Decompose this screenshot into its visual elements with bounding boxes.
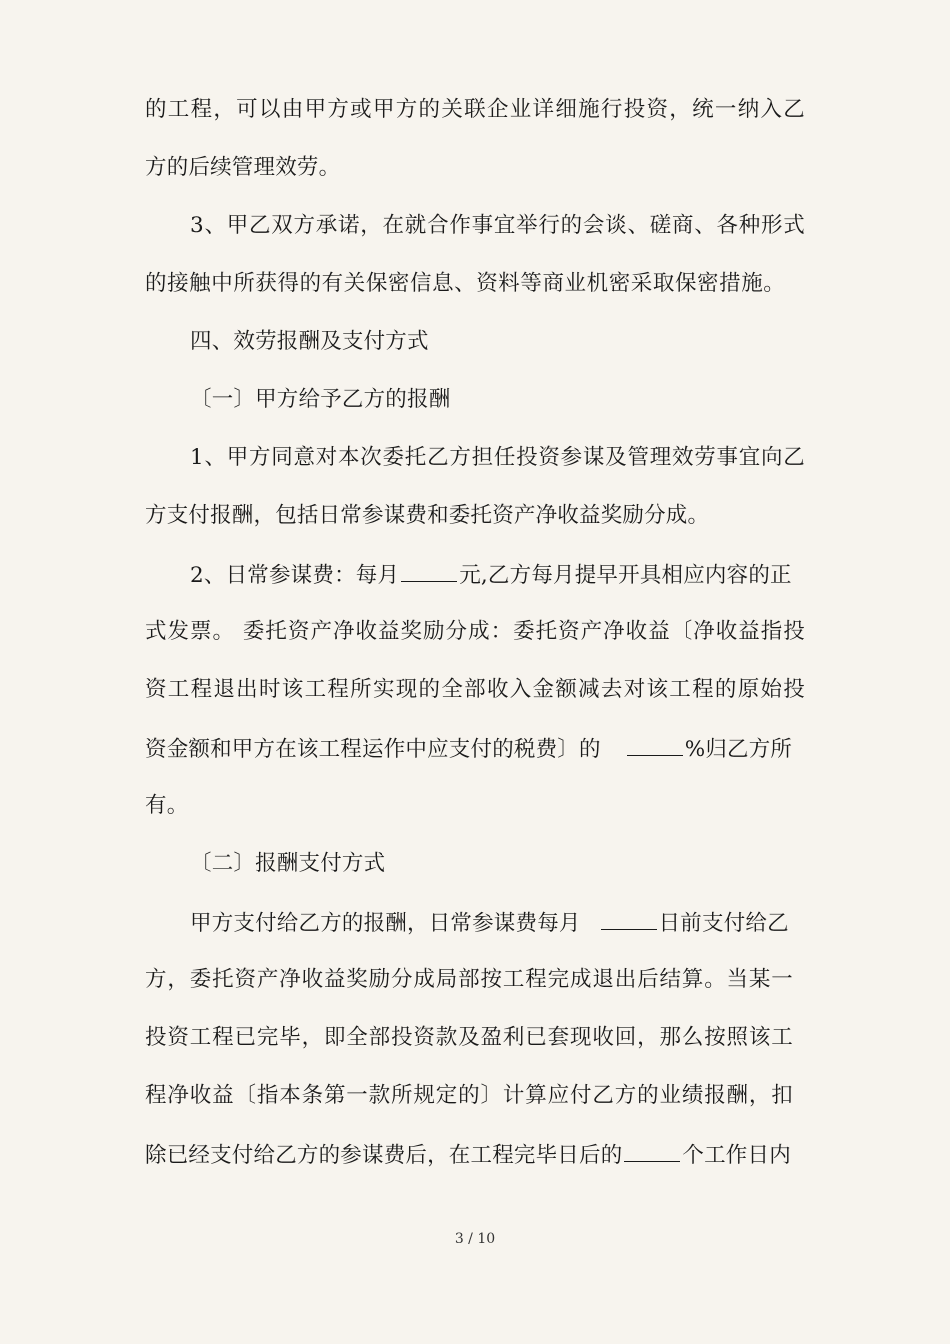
- subsection-heading: 〔一〕甲方给予乙方的报酬: [190, 387, 451, 412]
- subsection-heading: 〔二〕报酬支付方式: [190, 851, 386, 876]
- paragraph-line: [190, 911, 789, 935]
- paragraph-text: 甲方支付给乙方的报酬，日常参谋费每月: [190, 911, 581, 936]
- paragraph-line: 的接触中所获得的有关保密信息、资料等商业机密采取保密措施。: [145, 271, 785, 296]
- paragraph-text: 资金额和甲方在该工程运作中应支付的税费〕的: [145, 737, 601, 762]
- paragraph-line: 的工程，可以由甲方或甲方的关联企业详细施行投资，统一纳入乙: [145, 97, 805, 122]
- paragraph-text: %归乙方所: [684, 737, 793, 762]
- paragraph-text: 2、日常参谋费：每月: [190, 563, 400, 588]
- fill-in-blank: [401, 563, 457, 582]
- fill-in-blank: [624, 1143, 680, 1162]
- fill-in-blank: [627, 737, 683, 756]
- paragraph-line: [145, 737, 805, 761]
- paragraph-line: 有。: [145, 793, 189, 818]
- paragraph-line: [190, 563, 792, 587]
- paragraph-text: 日前支付给乙: [658, 911, 789, 936]
- paragraph-line: 式发票。 委托资产净收益奖励分成：委托资产净收益〔净收益指投: [145, 619, 805, 644]
- paragraph-line: 投资工程已完毕，即全部投资款及盈利已套现收回，那么按照该工: [145, 1025, 793, 1050]
- paragraph-line: [145, 1143, 805, 1167]
- paragraph-text: 个工作日内: [682, 1143, 791, 1168]
- fill-in-blank: [601, 911, 657, 930]
- paragraph-line: 3、甲乙双方承诺，在就合作事宜举行的会谈、磋商、各种形式: [190, 213, 805, 238]
- paragraph-line: 方支付报酬，包括日常参谋费和委托资产净收益奖励分成。: [145, 503, 710, 528]
- paragraph-text: 除已经支付给乙方的参谋费后，在工程完毕日后的: [145, 1143, 623, 1168]
- paragraph-line: 方的后续管理效劳。: [145, 155, 341, 180]
- paragraph-line: 方，委托资产净收益奖励分成局部按工程完成退出后结算。当某一: [145, 967, 793, 992]
- section-heading: 四、效劳报酬及支付方式: [190, 329, 429, 354]
- paragraph-line: 1、甲方同意对本次委托乙方担任投资参谋及管理效劳事宜向乙: [190, 445, 805, 470]
- paragraph-line: 程净收益〔指本条第一款所规定的〕计算应付乙方的业绩报酬，扣: [145, 1083, 793, 1108]
- paragraph-line: 资工程退出时该工程所实现的全部收入金额减去对该工程的原始投: [145, 677, 805, 702]
- paragraph-text: 元,乙方每月提早开具相应内容的正: [459, 563, 792, 588]
- page-number: 3 / 10: [454, 1231, 496, 1247]
